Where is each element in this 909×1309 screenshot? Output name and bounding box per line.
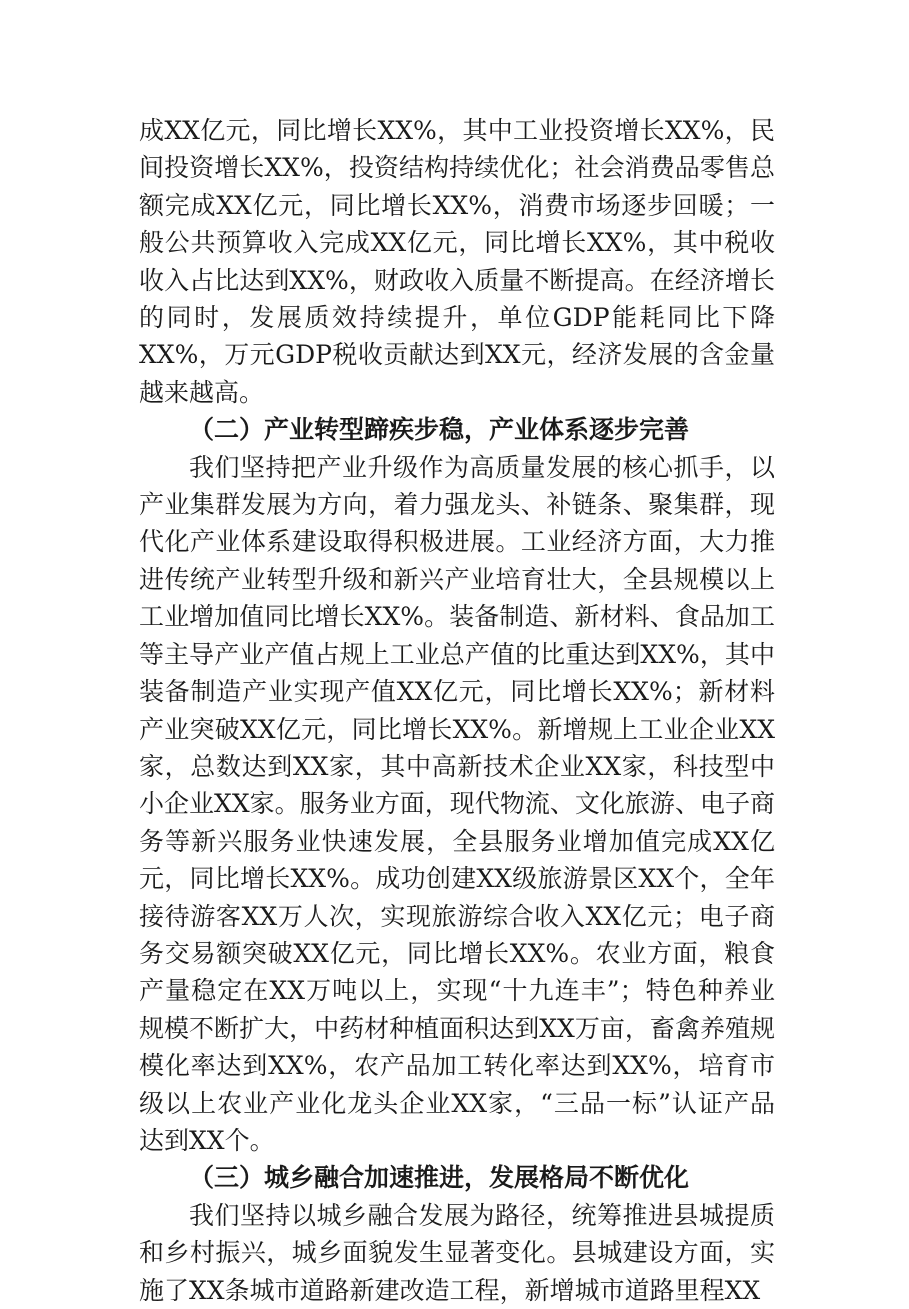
document-body [139,112,775,1309]
paragraph-economy-continued: 成XX亿元，同比增长XX%，其中工业投资增长XX%，民间投资增长XX%，投资结构持续优化；社会消费品零售总额完成XX亿元，同比增长XX%，消费市场逐步回暖；一般公共预算收入完成XX亿元，同比增长XX%，其中税收收入占比达到XX%，财政收入质量不断提高。在经济增长的同时，发展质效持续提升，单位GDP能耗同比下降XX%，万元GDP税收贡献达到XX元，经济发展的含金量越来越高。 [139,116,775,407]
paragraph-urban-rural: 我们坚持以城乡融合发展为路径，统筹推进县城提质和乡村振兴，城乡面貌发生显著变化。县城建设方面，实施了XX条城市道路新建改造工程，新增城市道路里程XX [139,1200,775,1305]
section-heading-industry: （二）产业转型蹄疾步稳，产业体系逐步完善 [189,415,690,445]
paragraph-industry: 我们坚持把产业升级作为高质量发展的核心抓手，以产业集群发展为方向，着力强龙头、补链条、聚集群，现代化产业体系建设取得积极进展。工业经济方面，大力推进传统产业转型升级和新兴产业培育壮大，全县规模以上工业增加值同比增长XX%。装备制造、新材料、食品加工等主导产业产值占规上工业总产值的比重达到XX%，其中装备制造产业实现产值XX亿元，同比增长XX%；新材料产业突破XX亿元，同比增长XX%。新增规上工业企业XX家，总数达到XX家，其中高新技术企业XX家，科技型中小企业XX家。服务业方面，现代物流、文化旅游、电子商务等新兴服务业快速发展，全县服务业增加值完成XX亿元，同比增长XX%。成功创建XX级旅游景区XX个，全年接待游客XX万人次，实现旅游综合收入XX亿元；电子商务交易额突破XX亿元，同比增长XX%。农业方面，粮食产量稳定在XX万吨以上，实现“十九连丰”；特色种养业规模不断扩大，中药材种植面积达到XX万亩，畜禽养殖规模化率达到XX%，农产品加工转化率达到XX%，培育市级以上农业产业化龙头企业XX家，“三品一标”认证产品达到XX个。 [139,452,775,1155]
section-heading-urban-rural: （三）城乡融合加速推进，发展格局不断优化 [189,1163,690,1193]
